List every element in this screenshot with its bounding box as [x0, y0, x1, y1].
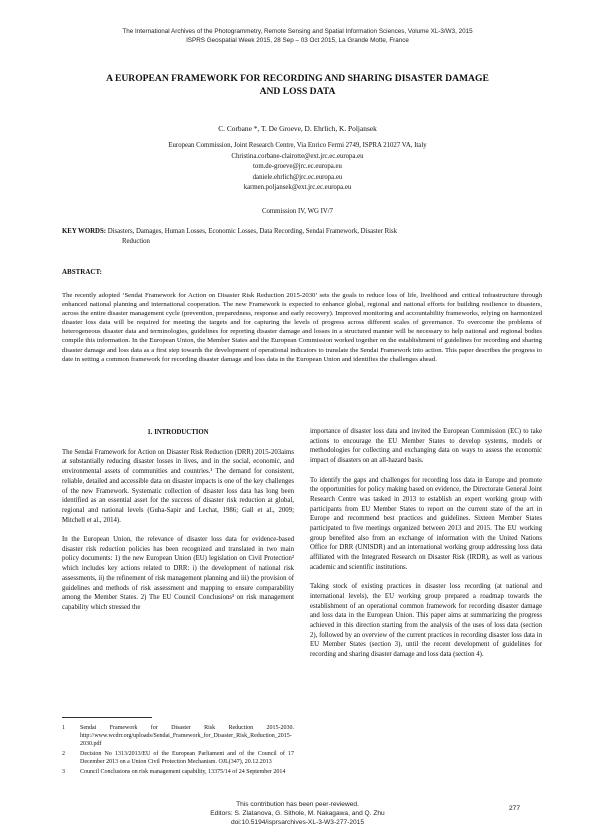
affiliation-block — [0, 141, 595, 194]
body-paragraph: Taking stock of existing practices in disaster loss recording (at national and international levels), the EU working group prepared a roadmap towards the establishment of an operational common framework for recording disaster damage and loss data in the European Union. This paper aims at summarizing the progress achieved in this direction starting from the analysis of the uses of loss data (section 2), followed by an overview of the current practices in recording disaster loss data in EU Member States (section 3), until the recent development of guidelines for recording and sharing disaster damage and loss data (section 4). — [310, 583, 542, 659]
keywords-label: KEY WORDS: — [62, 228, 106, 235]
right-column — [310, 427, 542, 670]
footnote — [62, 750, 294, 766]
commission-label: Commission IV, WG IV/7 — [261, 208, 334, 215]
author-email[interactable]: tom.de-groeve@jrc.ec.europa.eu — [253, 163, 342, 171]
body-paragraph: importance of disaster loss data and invited the European Commission (EC) to take actions to encourage the EU Member States to develop systems, models or methodologies for collecting and exchanging data on ways to assess the economic impact of disasters on an all-hazard basis. — [310, 428, 542, 465]
footnote-divider — [62, 717, 152, 718]
page-footer — [0, 801, 595, 827]
keywords-block — [62, 227, 542, 247]
author-email[interactable]: Christina.corbane-clairotte@ext.jrc.ec.europa.eu — [231, 152, 364, 160]
footnote-text[interactable]: Sendai Framework for Disaster Risk Reduction 2015-2030. http://www.wcdrr.org/uploads/Sendai_Framework_for_Disaster_Risk_Reduction_2015-2030.pdf — [80, 725, 294, 747]
footnote-number: 1 — [62, 725, 65, 731]
paper-title — [40, 72, 555, 98]
footnote-number: 2 — [62, 751, 65, 757]
title-line-2: AND LOSS DATA — [259, 86, 336, 97]
keywords-text-continued: Reduction — [122, 238, 150, 245]
footnote — [62, 768, 294, 776]
section-heading-introduction: 1. INTRODUCTION — [147, 429, 209, 436]
abstract-heading: ABSTRACT: — [62, 268, 102, 276]
title-line-1: A EUROPEAN FRAMEWORK FOR RECORDING AND SHARING DISASTER DAMAGE — [106, 73, 489, 84]
editors-line: Editors: S. Zlatanova, G. Sithole, M. Nakagawa, and Q. Zhu — [210, 809, 385, 817]
body-paragraph: The Sendai Framework for Action on Disaster Risk Reduction (DRR) 2015-203aims at substantially reducing disaster losses in lives, and in the social, economic, and environmental assets of communities and countries.¹ The demand for consistent, reliable, detailed and accessible data on disaster impacts is one of the key challenges of the new Framework. Systematic collection of disaster loss data has long been identified as an essential asset for the success of disaster risk reduction at global, regional and national levels (Guha-Sapir and Lechat, 1986; Gall et al., 2009; Mitchell et al., 2014). — [62, 448, 294, 524]
page-number: 277 — [509, 805, 521, 812]
body-paragraph: In the European Union, the relevance of disaster loss data for evidence-based disaster risk reduction policies has been recognized and translated in two main policy documents: 1) the new European Union (EU) legislation on Civil Protection² which includes key actions related to DRR: i) the development of national risk assessments, ii) the refinement of risk management planning and iii) the provision of guidelines and methods of risk assessment and mapping to ensure comparability among the Member States. 2) The EU Council Conclusions³ on risk management capability which stressed the — [62, 536, 294, 611]
abstract-body: The recently adopted ‘Sendai Framework for Action on Disaster Risk Reduction 2015-2030’ sets the goals to reduce loss of life, livelihood and critical infrastructure through enhanced national planning and international cooperation. The new Framework is expected to enhance global, regional and national efforts for building resilience to disasters, across the entire disaster management cycle (prevention, preparedness, response and early recovery). Improved monitoring and accountability frameworks, relying on harmonized disaster loss data will be required for meeting the targets and for capturing the levels of progress across different scales of governance. To overcome the problems of heterogeneous disaster data and terminologies, guidelines for reporting disaster damage and losses in a structured manner will be necessary to help national and regional bodies compile this information. In the European Union, the Member States and the European Commission worked together on the establishment of guidelines for recording and sharing disaster damage and loss data as a first step towards the development of operational indicators to translate the Sendai Framework into action. This paper describes the progress to date in setting a common framework for recording disaster damage and loss data in the European Union and identifies the challenges ahead. — [62, 292, 542, 363]
footnotes — [62, 724, 294, 778]
peer-review-note: This contribution has been peer-reviewed. — [236, 801, 359, 808]
running-header — [0, 27, 595, 45]
footnote — [62, 724, 294, 748]
author-email[interactable]: daniele.ehrlich@jrc.ec.europa.eu — [252, 173, 343, 181]
institution-address: European Commission, Joint Research Centre, Via Enrico Fermi 2749, ISPRA 21027 VA, Italy — [168, 142, 427, 149]
header-journal-line: The International Archives of the Photogrammetry, Remote Sensing and Spatial Information Sciences, Volume XL-3/W3, 2015 — [122, 28, 473, 35]
footnote-text: Council Conclusions on risk management capability, 13375/14 of 24 September 2014 — [80, 769, 286, 775]
keywords-text: Disasters, Damages, Human Losses, Economic Losses, Data Recording, Sendai Framework, Disaster Risk — [107, 228, 398, 235]
footnote-number: 3 — [62, 769, 65, 775]
doi-line[interactable]: doi:10.5194/isprsarchives-XL-3-W3-277-2015 — [230, 818, 365, 826]
header-conference-line: ISPRS Geospatial Week 2015, 28 Sep – 03 Oct 2015, La Grande Motte, France — [186, 37, 409, 44]
author-list: C. Corbane *, T. De Groeve, D. Ehrlich, K. Poljansek — [218, 124, 377, 133]
author-email[interactable]: karmen.poljansek@ext.jrc.ec.europa.eu — [243, 184, 352, 192]
body-paragraph: To identify the gaps and challenges for recording loss data in Europe and promote the opportunities for policy making based on evidence, the Directorate General Joint Research Centre was tasked in 2013 to establish an expert working group with participants from EU Member States to report on the current state of the art in Europe and recommend best practices and guidelines. Sixteen Member States participated to five meetings organized between 2013 and 2015. The EU working group benefited also from an exchange of information with the United Nations Office for DRR (UNISDR) and an international working group addressing loss data affiliated with the Integrated Research on Disaster Risk (IRDR), as well as various academic and scientific institutions. — [310, 476, 542, 571]
left-column — [62, 428, 294, 622]
footnote-text: Decision No 1313/2013/EU of the European Parliament and of the Council of 17 December 2013 on a Union Civil Protection Mechanism. OJL(347), 20.12.2013 — [80, 751, 294, 765]
